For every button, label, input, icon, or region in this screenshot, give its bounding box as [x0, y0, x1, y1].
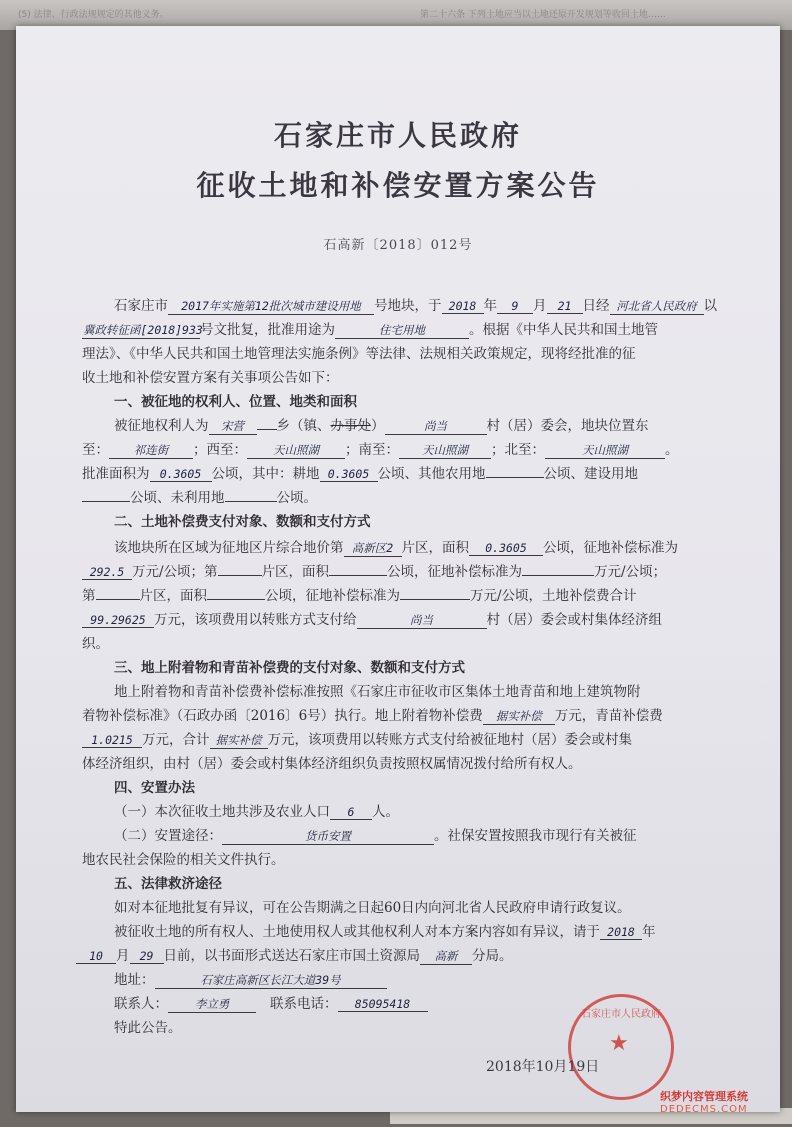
section4-heading: 四、安置办法: [114, 780, 195, 796]
s3-line1: 地上附着物和青苗补偿费补偿标准按照《石家庄市征收市区集体土地青苗和地上建筑物附: [114, 684, 641, 700]
payee-village: 尚当: [357, 612, 487, 629]
s1-line3: 批准面积为 0.3605 公顷，其中：耕地 0.3605 公顷、其他农用地 公顷、建设用地: [82, 466, 638, 482]
s1-line4: 公顷、未利用地 公顷。: [82, 486, 317, 506]
para1-line2: 冀政转征函[2018]933号文批复，批准用途为 住宅用地 。根据《中华人民共和国土地管: [83, 322, 658, 338]
east-boundary: 祁连街: [109, 442, 193, 459]
objection-year: 2018: [600, 925, 642, 940]
s5-line2: 被征收土地的所有权人、土地使用权人或其他权利人对本方案内容如有异议，请于 2018 年: [114, 924, 656, 940]
s4-line3: 地农民社会保险的相关文件执行。: [82, 852, 285, 868]
s3-line4: 体经济组织，由村（居）委会或村集体经济组织负责按照权属情况拨付给所有权人。: [82, 756, 582, 772]
page-title: 石家庄市人民政府: [273, 119, 522, 152]
address-field: 石家庄高新区长江大道39号: [155, 972, 387, 989]
watermark-line1: 织梦内容管理系统: [660, 1090, 748, 1103]
compensation-sum: 据实补偿: [210, 732, 268, 749]
s1-line1: 被征地权利人为 宋营 乡（镇、办事处） 尚当 村（居）委会，地块位置东: [114, 418, 649, 434]
s2-line5: 织。: [82, 636, 109, 652]
compensation-total: 99.29625: [82, 613, 154, 628]
para1-line3: 理法》、《中华人民共和国土地管理法实施条例》等法律、法规相关政策规定，现将经批准的征: [82, 346, 636, 362]
s2-line3: 第 片区，面积 公顷，征地补偿标准为 万元/公顷，土地补偿费合计: [82, 588, 637, 604]
attachment-compensation: 据实补偿: [483, 708, 555, 725]
underlying-text-left: (5) 法律、行政法规规定的其他义务。: [18, 10, 169, 20]
south-boundary: 天山照湖: [399, 442, 491, 459]
issue-date: 2018年10月19日: [486, 1059, 600, 1075]
branch-bureau: 高新: [420, 948, 472, 965]
land-use-field: 住宅用地: [335, 322, 469, 339]
zone-field: 高新区2: [344, 540, 402, 557]
objection-month: 10: [76, 949, 116, 964]
west-boundary: 天山照湖: [247, 442, 345, 459]
zone-area: 0.3605: [469, 541, 543, 556]
address-line: 地址： 石家庄高新区长江大道39号: [114, 968, 387, 989]
village-field: 尚当: [385, 418, 487, 435]
resettlement-method: 货币安置: [222, 828, 434, 845]
s2-line4: 99.29625 万元，该项费用以转账方式支付给 尚当 村（居）委会或村集体经济组: [82, 608, 662, 629]
contact-person: 李立勇: [168, 996, 256, 1013]
page-subtitle: 征收土地和补偿安置方案公告: [196, 169, 600, 202]
para1-line1: 石家庄市 2017年实施第12批次城市建设用地 号地块，于 2018 年 9 月 21 日经 河北省人民政府 以: [114, 298, 717, 314]
s5-line1: 如对本征地批复有异议，可在公告期满之日起60日内向河北省人民政府申请行政复议。: [114, 900, 631, 916]
watermark-line2: DEDECMS.COM: [660, 1104, 748, 1115]
s2-line1: 该地块所在区域为征地区片综合地价第 高新区2 片区，面积 0.3605 公顷，征地补偿标准为: [114, 540, 678, 556]
north-boundary: 天山照湖: [545, 442, 665, 459]
section1-heading: 一、被征地的权利人、位置、地类和面积: [114, 394, 357, 410]
seal-text: 石家庄市人民政府: [581, 1009, 661, 1020]
star-icon: ★: [609, 1031, 629, 1056]
official-seal: [568, 994, 674, 1100]
para1-line4: 收土地和补偿安置方案有关事项公告如下：: [82, 370, 339, 386]
s3-line3: 1.0215 万元，合计 据实补偿 万元，该项费用以转账方式支付给被征地村（居）委会或村集: [82, 728, 632, 749]
population-field: 6: [330, 805, 372, 820]
town-field: 宋营: [209, 418, 257, 435]
contact-phone: 85095418: [338, 997, 428, 1012]
document-number: 石高新〔2018〕012号: [323, 238, 473, 253]
crop-compensation: 1.0215: [82, 733, 142, 748]
watermark: [660, 1088, 790, 1115]
approver-field: 河北省人民政府: [610, 298, 704, 315]
announcement-paper: [16, 26, 780, 1112]
farmland-area: 0.3605: [320, 467, 378, 482]
plot-field: 2017年实施第12批次城市建设用地: [168, 298, 374, 315]
s4-line1: （一）本次征收土地共涉及农业人口 6 人。: [114, 804, 399, 820]
underlying-text-right: 第二十六条 下列土地应当以土地还原开发规划等收回土地……: [420, 10, 666, 20]
approval-year: 2018: [442, 299, 484, 314]
approval-month: 9: [497, 299, 533, 314]
approved-area: 0.3605: [150, 467, 212, 482]
s3-line2: 着物补偿标准》（石政办函〔2016〕6号）执行。地上附着物补偿费 据实补偿 万元，青苗补偿费: [82, 708, 663, 724]
section5-heading: 五、法律救济途径: [114, 876, 222, 892]
closing-text: 特此公告。: [114, 1020, 182, 1036]
s2-line2: 292.5 万元/公顷；第 片区，面积 公顷，征地补偿标准为 万元/公顷；: [82, 560, 666, 580]
approval-doc-ref: 冀政转征函[2018]933: [83, 323, 203, 337]
s5-line3: 10 月 29 日前，以书面形式送达石家庄市国土资源局 高新 分局。: [76, 944, 513, 965]
compensation-standard: 292.5: [82, 565, 132, 580]
approval-day: 21: [547, 299, 583, 314]
contact-line: 联系人： 李立勇 联系电话： 85095418: [114, 992, 428, 1013]
s4-line2: （二）安置途径： 货币安置 。社保安置按照我市现行有关被征: [114, 828, 637, 844]
objection-day: 29: [130, 949, 164, 964]
section2-heading: 二、土地补偿费支付对象、数额和支付方式: [114, 514, 371, 530]
s1-line2: 至： 祁连街 ；西至： 天山照湖 ；南至： 天山照湖 ；北至： 天山照湖 。: [82, 442, 679, 458]
section3-heading: 三、地上附着物和青苗补偿费的支付对象、数额和支付方式: [114, 660, 465, 676]
